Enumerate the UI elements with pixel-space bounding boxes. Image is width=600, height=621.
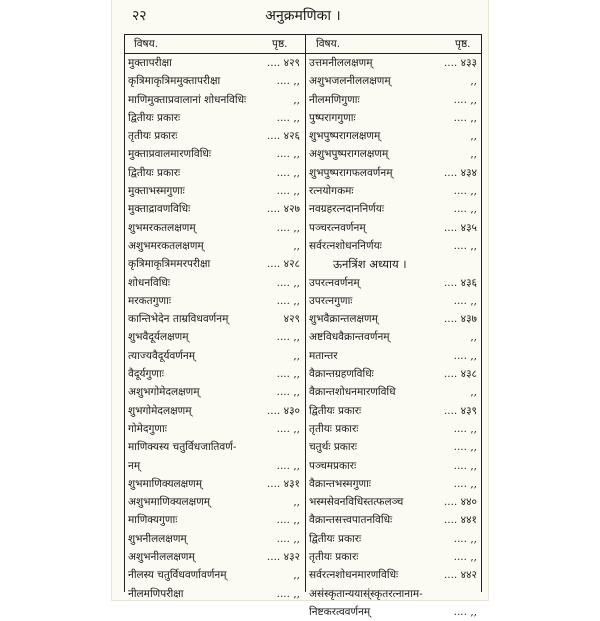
entry-subject: अशुभनीललक्षणम्	[128, 551, 195, 564]
index-entry	[126, 182, 302, 200]
entry-page: .... ,,	[276, 166, 300, 179]
column-divider	[305, 34, 306, 592]
entry-subject: मुक्ताद्रावणविधिः	[128, 203, 191, 216]
entry-page: .... ,,	[276, 532, 300, 545]
index-entry	[126, 237, 302, 255]
entry-subject: माणिक्यगुणाः	[128, 514, 178, 527]
entry-page: .... ४२८	[266, 258, 300, 271]
entry-subject: शुभमरकतलक्षणम्	[128, 221, 196, 234]
entry-page: .... ,,	[453, 185, 477, 198]
index-entry	[307, 420, 479, 438]
index-entry	[126, 365, 302, 383]
entry-page: .... ४३३	[443, 57, 477, 69]
entry-page: .... ४४२	[443, 569, 477, 582]
index-entry	[307, 328, 479, 346]
index-entry	[307, 566, 479, 584]
index-entry	[126, 475, 302, 493]
index-entry	[126, 200, 302, 218]
entry-page: .... ,,	[276, 514, 300, 527]
entry-subject: तृतीयः प्रकारः	[309, 422, 359, 435]
index-entry	[307, 603, 479, 621]
right-index-column	[307, 54, 479, 621]
entry-subject: कान्तिभेदेन ताम्रविधवर्णनम्	[128, 313, 229, 326]
entry-page: .... ४४०	[443, 496, 477, 509]
index-entry	[307, 54, 479, 72]
index-entry	[307, 200, 479, 218]
left-page-header: पृष्ठ.	[272, 38, 288, 50]
entry-subject: मरकतगुणाः	[128, 294, 171, 307]
entry-page: .... ४२९	[266, 57, 300, 69]
index-entry	[307, 109, 479, 127]
entry-page: ,,	[293, 569, 300, 582]
entry-page: ,,	[470, 386, 477, 399]
entry-subject: द्वितीयः प्रकारः	[309, 404, 362, 417]
entry-subject: अशुभमरकतलक्षणम्	[128, 239, 204, 252]
entry-subject: वैक्रान्तसत्त्वपातनविधिः	[309, 514, 393, 527]
entry-subject: वैक्रान्तभस्मगुणाः	[309, 477, 371, 490]
entry-page: .... ,,	[276, 148, 300, 161]
entry-subject: द्वितीयः प्रकारः	[309, 532, 362, 545]
entry-page: .... ४३८	[443, 368, 477, 381]
index-entry	[307, 511, 479, 529]
entry-page: .... ,,	[276, 111, 300, 124]
entry-subject: तृतीयः प्रकारः	[309, 551, 359, 564]
left-index-column	[126, 54, 302, 603]
entry-subject: उत्तमनीललक्षणम्	[309, 57, 373, 69]
left-subject-header: विषय.	[134, 38, 159, 50]
page-title: अनुक्रमणिका ।	[265, 8, 341, 24]
index-entry	[126, 585, 302, 603]
left-border	[124, 34, 125, 592]
right-border	[481, 34, 482, 592]
entry-page: .... ,,	[453, 532, 477, 545]
index-entry	[126, 54, 302, 72]
index-entry	[126, 91, 302, 109]
entry-subject: भस्मसेवनविधिस्तत्फलञ्च	[309, 496, 404, 509]
index-entry	[126, 274, 302, 292]
index-entry	[307, 457, 479, 475]
index-entry	[307, 145, 479, 163]
index-entry	[126, 402, 302, 420]
entry-subject: अशुभजलनीललक्षणम्	[309, 75, 391, 88]
table-top-rule	[124, 34, 481, 35]
entry-subject: शोधनविधिः	[128, 276, 170, 289]
right-page-header: पृष्ठ.	[455, 38, 471, 50]
index-entry	[307, 310, 479, 328]
entry-subject: अशुभमाणिक्यलक्षणम्	[128, 496, 211, 509]
index-entry	[126, 72, 302, 90]
entry-page: .... ,,	[276, 587, 300, 600]
chapter-heading	[307, 255, 479, 273]
entry-subject: शुभवैक्रान्तलक्षणम्	[309, 313, 378, 326]
entry-subject: द्वितीयः प्रकारः	[128, 166, 181, 179]
index-entry	[126, 219, 302, 237]
index-entry	[126, 292, 302, 310]
entry-page: .... ,,	[276, 75, 300, 88]
entry-subject: शुभपुष्परागफलवर्णनम्	[309, 166, 393, 179]
index-entry	[126, 310, 302, 328]
index-entry	[126, 511, 302, 529]
entry-subject: असंस्कृतान्ययास्ंस्कृतरत्नानाम-	[309, 587, 423, 600]
index-entry	[307, 365, 479, 383]
index-entry	[307, 530, 479, 548]
entry-page: .... ,,	[276, 276, 300, 289]
entry-subject: उपरत्नगुणाः	[309, 294, 353, 307]
entry-subject: नवग्रहरत्नदाननिर्णयः	[309, 203, 384, 216]
entry-page: .... ४३०	[266, 404, 300, 417]
entry-page: .... ,,	[276, 221, 300, 234]
index-entry	[307, 219, 479, 237]
entry-page: .... ,,	[276, 331, 300, 344]
entry-subject: कृत्रिमाकृत्रिममरपरीक्षा	[128, 258, 211, 271]
entry-subject: पञ्चमप्रकारः	[309, 459, 357, 472]
entry-subject: नीलमणिगुणाः	[309, 93, 360, 106]
index-entry	[126, 457, 302, 475]
entry-page: .... ,,	[453, 422, 477, 435]
entry-subject: ऊनत्रिंश अध्याय ।	[333, 257, 407, 272]
entry-subject: वैक्रान्तशोधनमारणविधि	[309, 386, 396, 399]
entry-subject: वैदूर्यगुणाः	[128, 368, 164, 381]
index-entry	[307, 274, 479, 292]
index-entry	[126, 164, 302, 182]
entry-page: .... ,,	[276, 368, 300, 381]
index-entry	[126, 145, 302, 163]
entry-page: .... ,,	[453, 551, 477, 564]
entry-subject: अशुभगोमेदलक्षणम्	[128, 386, 200, 399]
index-entry	[307, 402, 479, 420]
entry-subject: नीलमणिपरीक्षा	[128, 587, 184, 600]
index-entry	[307, 237, 479, 255]
index-entry	[307, 548, 479, 566]
index-entry	[126, 438, 302, 456]
entry-page: .... ,,	[453, 477, 477, 490]
entry-page: .... ,,	[453, 441, 477, 454]
entry-subject: द्वितीयः प्रकारः	[128, 111, 181, 124]
entry-subject: सर्वरत्नशोधनमारणविधिः	[309, 569, 399, 582]
index-entry	[126, 328, 302, 346]
entry-page: .... ,,	[453, 459, 477, 472]
index-entry	[307, 347, 479, 365]
entry-page: ,,	[470, 148, 477, 161]
index-entry	[126, 420, 302, 438]
entry-subject: माणिक्यस्य चतुर्विधजातिवर्ण-	[128, 441, 237, 454]
entry-subject: गोमेदगुणाः	[128, 422, 167, 435]
index-entry	[126, 383, 302, 401]
entry-page: .... ,,	[276, 459, 300, 472]
entry-subject: कृत्रिमाकृत्रिममुक्तापरीक्षा	[128, 75, 221, 88]
entry-page: .... ,,	[276, 185, 300, 198]
entry-page: .... ४३२	[266, 551, 300, 564]
index-entry	[307, 438, 479, 456]
entry-subject: शुभमाणिक्यलक्षणम्	[128, 477, 203, 490]
entry-page: ,,	[470, 75, 477, 88]
index-entry	[126, 347, 302, 365]
index-entry	[307, 585, 479, 603]
entry-subject: पञ्चरत्नवर्णनम्	[309, 221, 366, 234]
entry-page: .... ४२६	[266, 130, 300, 143]
entry-page: .... ४३९	[443, 404, 477, 417]
entry-page: .... ,,	[453, 93, 477, 106]
entry-page: .... ,,	[453, 349, 477, 362]
entry-page: ,,	[293, 239, 300, 252]
index-entry	[307, 164, 479, 182]
entry-subject: शुभनीललक्षणम्	[128, 532, 187, 545]
entry-page: .... ,,	[453, 203, 477, 216]
entry-page: .... ४२७	[266, 203, 300, 216]
entry-page: .... ,,	[276, 422, 300, 435]
entry-subject: मुक्ताभस्मगुणाः	[128, 185, 185, 198]
entry-subject: अशुभपुष्परागलक्षणम्	[309, 148, 389, 161]
entry-subject: नम्	[128, 459, 141, 472]
entry-subject: रत्नयोगकमः	[309, 185, 354, 198]
index-entry	[307, 182, 479, 200]
index-entry	[126, 493, 302, 511]
entry-page: .... ४४१	[443, 514, 477, 527]
index-entry	[307, 383, 479, 401]
entry-subject: शुभपुष्परागलक्षणम्	[309, 130, 381, 143]
index-entry	[126, 127, 302, 145]
entry-subject: मुक्तापरीक्षा	[128, 57, 172, 69]
entry-subject: मतान्तर	[309, 349, 338, 362]
entry-subject: शुभगोमेदलक्षणम्	[128, 404, 192, 417]
entry-subject: निष्टकरत्ववर्णनम्	[309, 605, 371, 618]
entry-page: .... ,,	[453, 294, 477, 307]
entry-subject: उपरत्नवर्णनम्	[309, 276, 360, 289]
entry-page: ,,	[470, 130, 477, 143]
page-number: २२	[132, 8, 147, 24]
entry-page: .... ,,	[453, 239, 477, 252]
entry-page: .... ,,	[276, 294, 300, 307]
entry-subject: माणिमुक्ताप्रवालानां शोधनविधिः	[128, 93, 247, 106]
entry-subject: तृतीयः प्रकारः	[128, 130, 178, 143]
index-entry	[307, 72, 479, 90]
entry-page: .... ४३७	[443, 313, 477, 326]
entry-page: .... ,,	[453, 605, 477, 618]
entry-page: ,,	[293, 496, 300, 509]
entry-page: .... ४३४	[443, 166, 477, 179]
page-header	[124, 6, 482, 26]
index-entry	[307, 292, 479, 310]
entry-page: ४२९	[283, 313, 300, 326]
entry-page: ,,	[293, 349, 300, 362]
entry-subject: नीलस्य चतुर्विधवर्णावर्णनम्	[128, 569, 227, 582]
index-entry	[307, 91, 479, 109]
entry-subject: वैक्रान्तग्रहणविधिः	[309, 368, 374, 381]
entry-subject: अष्टविधवैक्रान्तवर्णनम्	[309, 331, 390, 344]
entry-subject: शुभवैदूर्यलक्षणम्	[128, 331, 189, 344]
entry-page: .... ,,	[276, 386, 300, 399]
right-subject-header: विषय.	[316, 38, 341, 50]
entry-page: .... ४३१	[266, 477, 300, 490]
index-entry	[307, 475, 479, 493]
entry-subject: मुक्ताप्रवालमारणविधिः	[128, 148, 212, 161]
entry-subject: सर्वरत्नशोधननिर्णयः	[309, 239, 382, 252]
entry-subject: पुष्परागगुणाः	[309, 111, 356, 124]
index-entry	[126, 255, 302, 273]
index-entry	[307, 493, 479, 511]
index-entry	[126, 109, 302, 127]
entry-subject: त्याज्यवैदूर्यवर्णनम्	[128, 349, 195, 362]
index-entry	[126, 548, 302, 566]
entry-page: ,,	[293, 93, 300, 106]
entry-page: .... ४३५	[443, 221, 477, 234]
entry-page: .... ,,	[453, 111, 477, 124]
entry-subject: चतुर्थः प्रकारः	[309, 441, 357, 454]
index-entry	[126, 530, 302, 548]
index-entry	[307, 127, 479, 145]
entry-page: ,,	[470, 331, 477, 344]
entry-page: .... ४३६	[443, 276, 477, 289]
index-entry	[126, 566, 302, 584]
